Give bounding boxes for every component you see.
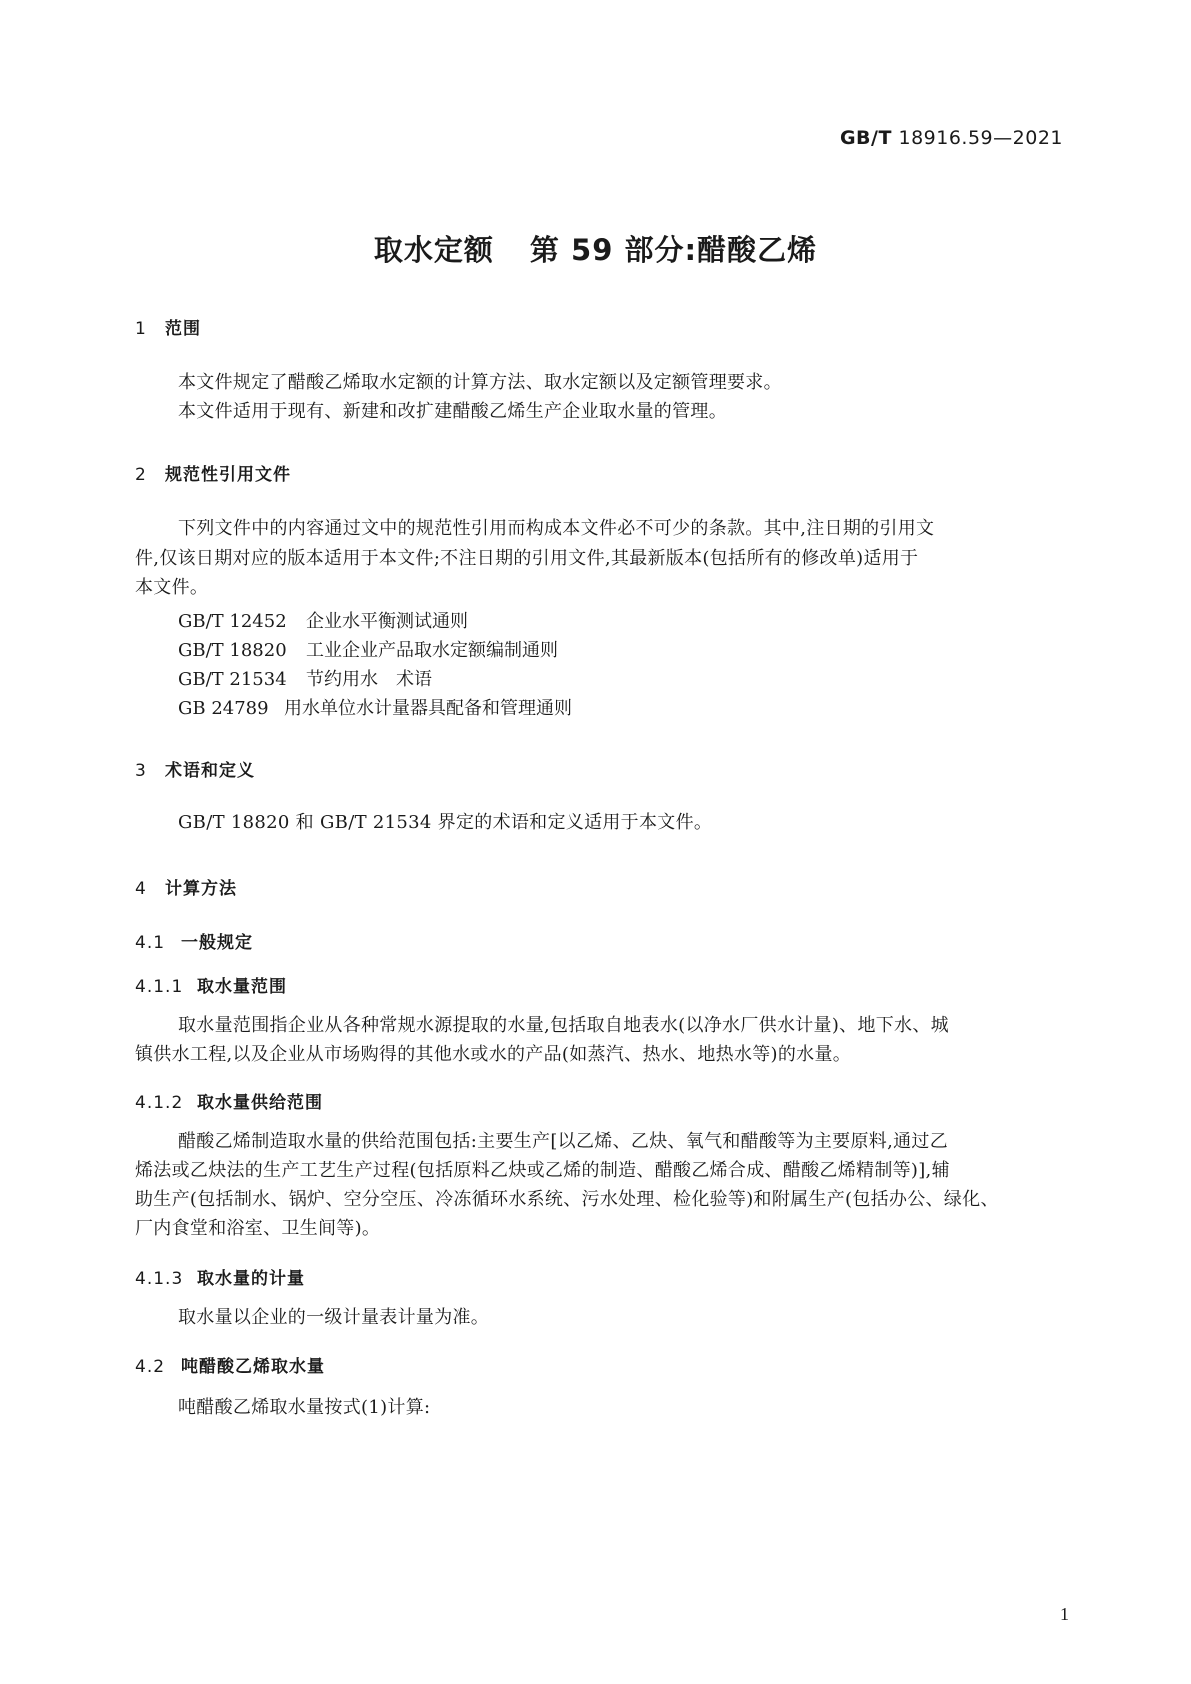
subsection-number: 4.1: [135, 933, 166, 953]
subsection-title: 取水量的计量: [197, 1269, 305, 1289]
paragraph-line: 烯法或乙炔法的生产工艺生产过程(包括原料乙炔或乙烯的制造、醋酸乙烯合成、醋酸乙烯精制等)],辅: [135, 1160, 950, 1181]
reference-title: 企业水平衡测试通则: [306, 611, 468, 632]
reference-code: GB/T 12452: [178, 611, 287, 632]
reference-item: [178, 607, 468, 633]
section-heading: [135, 314, 201, 339]
section-number: 3: [135, 761, 147, 781]
paragraph-line: 吨醋酸乙烯取水量按式(1)计算:: [178, 1397, 431, 1418]
section-title: 规范性引用文件: [165, 465, 291, 485]
page-number: 1: [1060, 1604, 1069, 1624]
paragraph-line: 取水量以企业的一级计量表计量为准。: [178, 1307, 490, 1328]
paragraph-line: 镇供水工程,以及企业从市场购得的其他水或水的产品(如蒸汽、热水、地热水等)的水量。: [135, 1044, 852, 1065]
section-number: 2: [135, 465, 147, 485]
section-number: 1: [135, 319, 147, 339]
paragraph-line: 厂内食堂和浴室、卫生间等)。: [135, 1218, 381, 1239]
subsection-heading: [135, 1088, 323, 1113]
section-heading: [135, 460, 291, 485]
subsection-number: 4.1.3: [135, 1269, 184, 1289]
standard-year-number: 18916.59—2021: [898, 127, 1063, 149]
reference-code: GB/T 18820: [178, 640, 287, 661]
title-part: 第 59 部分:醋酸乙烯: [529, 233, 818, 267]
paragraph: GB/T 18820 和 GB/T 21534 界定的术语和定义适用于本文件。: [178, 812, 713, 833]
paragraph: 本文件规定了醋酸乙烯取水定额的计算方法、取水定额以及定额管理要求。: [178, 372, 782, 393]
title-main: 取水定额: [373, 233, 494, 267]
subsection-number: 4.2: [135, 1357, 166, 1377]
paragraph-line: 件,仅该日期对应的版本适用于本文件;不注日期的引用文件,其最新版本(包括所有的修改单)适用于: [135, 548, 919, 569]
subsection-number: 4.1.2: [135, 1093, 184, 1113]
paragraph-line: 醋酸乙烯制造取水量的供给范围包括:主要生产[以乙烯、乙炔、氧气和醋酸等为主要原料,通过乙: [178, 1131, 949, 1152]
subsection-title: 一般规定: [181, 933, 253, 953]
section-title: 术语和定义: [165, 761, 255, 781]
subsection-title: 取水量供给范围: [197, 1093, 323, 1113]
subsection-heading: [135, 1352, 325, 1377]
reference-item: [178, 665, 432, 691]
subsection-heading: [135, 928, 253, 953]
paragraph: 本文件适用于现有、新建和改扩建醋酸乙烯生产企业取水量的管理。: [178, 401, 727, 422]
paragraph-line: 取水量范围指企业从各种常规水源提取的水量,包括取自地表水(以净水厂供水计量)、地下水、城: [178, 1015, 949, 1036]
reference-item: [178, 636, 558, 662]
document-title: [0, 228, 1191, 269]
reference-code: GB/T 21534: [178, 669, 287, 690]
subsection-number: 4.1.1: [135, 977, 184, 997]
subsection-heading: [135, 1264, 305, 1289]
reference-title: 工业企业产品取水定额编制通则: [306, 640, 558, 661]
reference-item: [178, 694, 572, 720]
standard-code: GB/T: [839, 127, 892, 149]
section-heading: [135, 874, 237, 899]
paragraph-line: 下列文件中的内容通过文中的规范性引用而构成本文件必不可少的条款。其中,注日期的引用文: [178, 518, 935, 539]
section-number: 4: [135, 879, 147, 899]
subsection-title: 取水量范围: [197, 977, 287, 997]
paragraph-line: 助生产(包括制水、锅炉、空分空压、冷冻循环水系统、污水处理、检化验等)和附属生产(包括办公、绿化、: [135, 1189, 999, 1210]
standard-number: [840, 127, 1063, 149]
section-title: 计算方法: [165, 879, 237, 899]
paragraph-line: 本文件。: [135, 577, 209, 598]
section-title: 范围: [165, 319, 201, 339]
subsection-heading: [135, 972, 287, 997]
reference-code: GB 24789: [178, 698, 269, 719]
reference-title: 节约用水 术语: [306, 669, 432, 690]
subsection-title: 吨醋酸乙烯取水量: [181, 1357, 325, 1377]
reference-title: 用水单位水计量器具配备和管理通则: [284, 698, 572, 719]
section-heading: [135, 756, 255, 781]
